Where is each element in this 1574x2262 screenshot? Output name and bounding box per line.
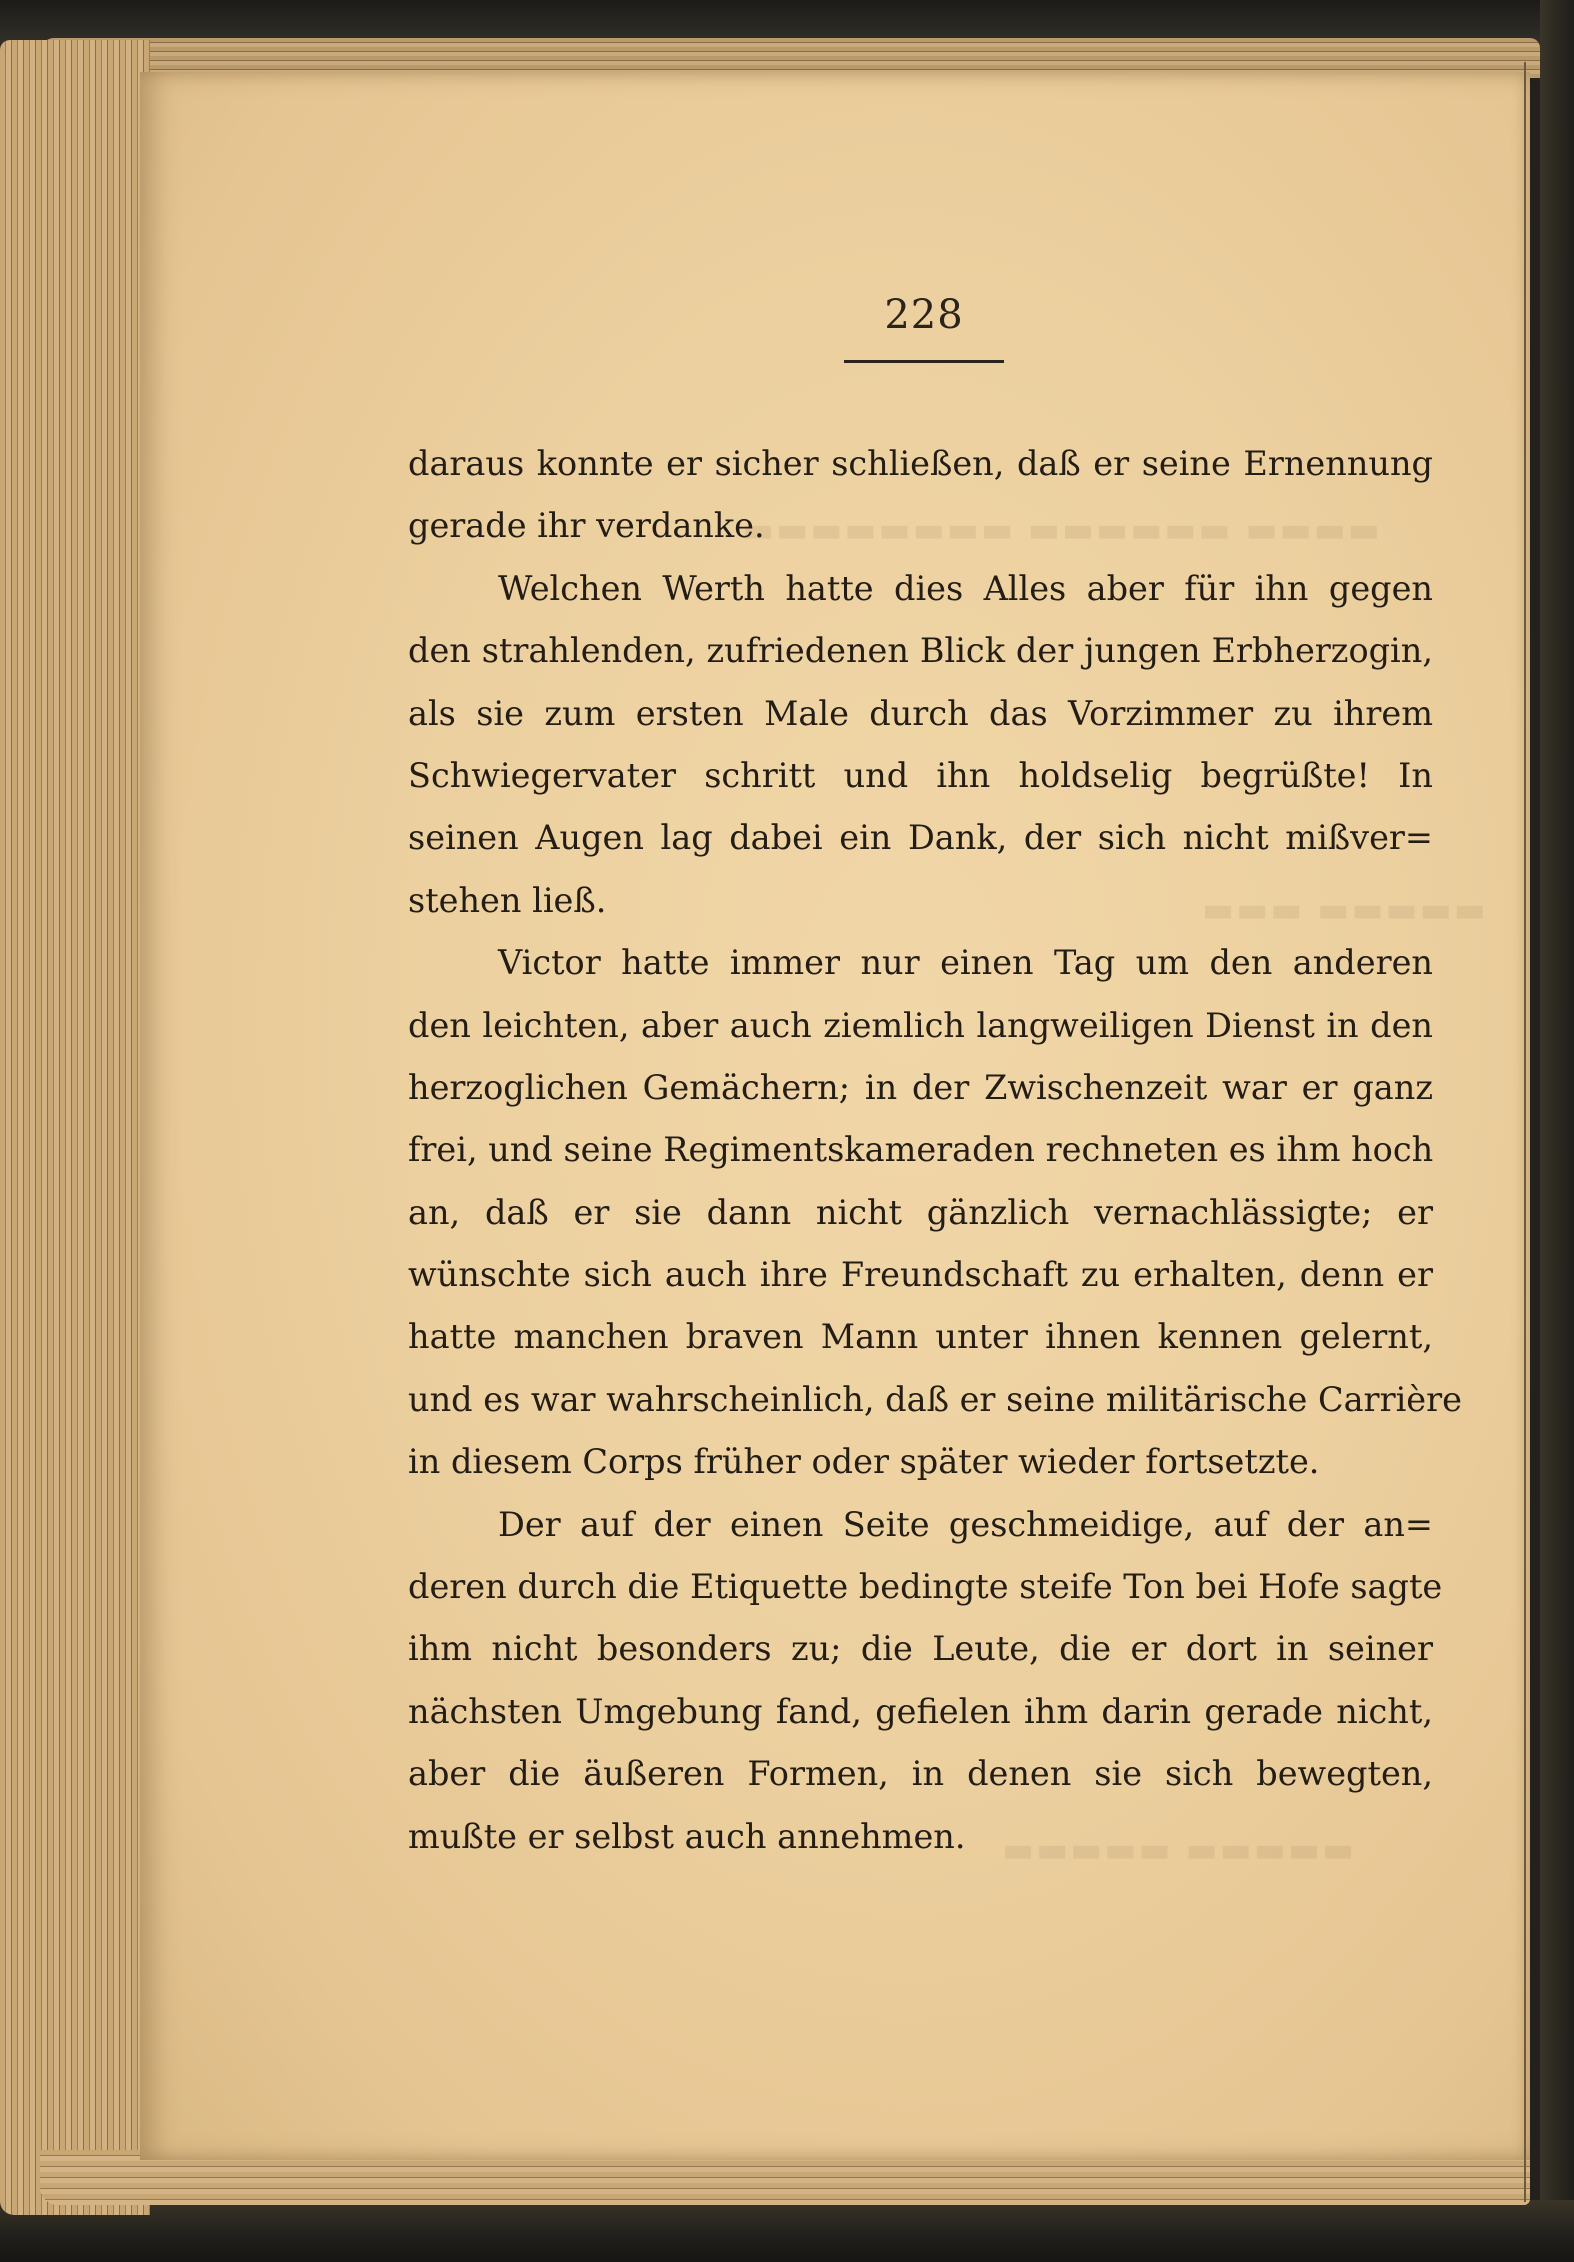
text-line: seinen Augen lag dabei ein Dank, der sich nicht mißver= <box>408 818 1433 858</box>
text-line: Victor hatte immer nur einen Tag um den anderen <box>498 943 1433 983</box>
page-body-text <box>408 433 1462 1868</box>
text-line: wünschte sich auch ihre Freundschaft zu erhalten, denn er <box>408 1255 1433 1295</box>
text-line: Der auf der einen Seite geschmeidige, auf der an= <box>498 1504 1433 1544</box>
bleed-through-decoration: ▬▬▬▬▬ ▬▬▬▬▬ <box>1000 1830 1355 1870</box>
text-line: stehen ließ. <box>408 880 607 920</box>
text-line: aber die äußeren Formen, in denen sie sich bewegten, <box>408 1754 1433 1794</box>
text-line: den strahlenden, zufriedenen Blick der jungen Erbherzogin, <box>408 631 1433 671</box>
text-line: und es war wahrscheinlich, daß er seine militärische Carrière <box>408 1379 1462 1419</box>
text-line: als sie zum ersten Male durch das Vorzimmer zu ihrem <box>408 693 1433 733</box>
text-line: gerade ihr verdanke. <box>408 506 765 546</box>
page-number: 228 <box>884 292 964 338</box>
text-line: hatte manchen braven Mann unter ihnen kennen gelernt, <box>408 1317 1433 1357</box>
bleed-through-decoration: ▬▬▬▬ ▬▬▬▬▬▬ ▬▬▬▬▬▬▬▬ <box>740 510 1380 550</box>
book-cover-bottom <box>0 2200 1574 2262</box>
text-line: ihm nicht besonders zu; die Leute, die er dort in seiner <box>408 1629 1433 1669</box>
page-number-rule <box>844 360 1004 363</box>
text-line: daraus konnte er sicher schließen, daß er seine Ernennung <box>408 444 1433 483</box>
text-line: mußte er selbst auch annehmen. <box>408 1816 966 1856</box>
text-line: nächsten Umgebung fand, gefielen ihm darin gerade nicht, <box>408 1691 1433 1731</box>
book-cover-right <box>1540 0 1574 2262</box>
text-line: deren durch die Etiquette bedingte steife Ton bei Hofe sagte <box>408 1567 1443 1607</box>
text-line: Welchen Werth hatte dies Alles aber für ihn gegen <box>498 568 1433 608</box>
bleed-through-decoration: ▬▬▬▬▬ ▬▬▬ <box>1200 890 1486 930</box>
text-line: an, daß er sie dann nicht gänzlich vernachlässigte; er <box>408 1192 1433 1232</box>
text-line: Schwiegervater schritt und ihn holdselig begrüßte! In <box>408 755 1433 795</box>
text-line: herzoglichen Gemächern; in der Zwischenzeit war er ganz <box>408 1067 1433 1107</box>
page-right-edge <box>1524 62 1526 2202</box>
text-line: frei, und seine Regimentskameraden rechneten es ihm hoch <box>408 1130 1434 1170</box>
text-line: den leichten, aber auch ziemlich langweiligen Dienst in den <box>408 1005 1433 1045</box>
page-edges-left <box>0 40 150 2215</box>
text-line: in diesem Corps früher oder später wieder fortsetzte. <box>408 1442 1320 1482</box>
